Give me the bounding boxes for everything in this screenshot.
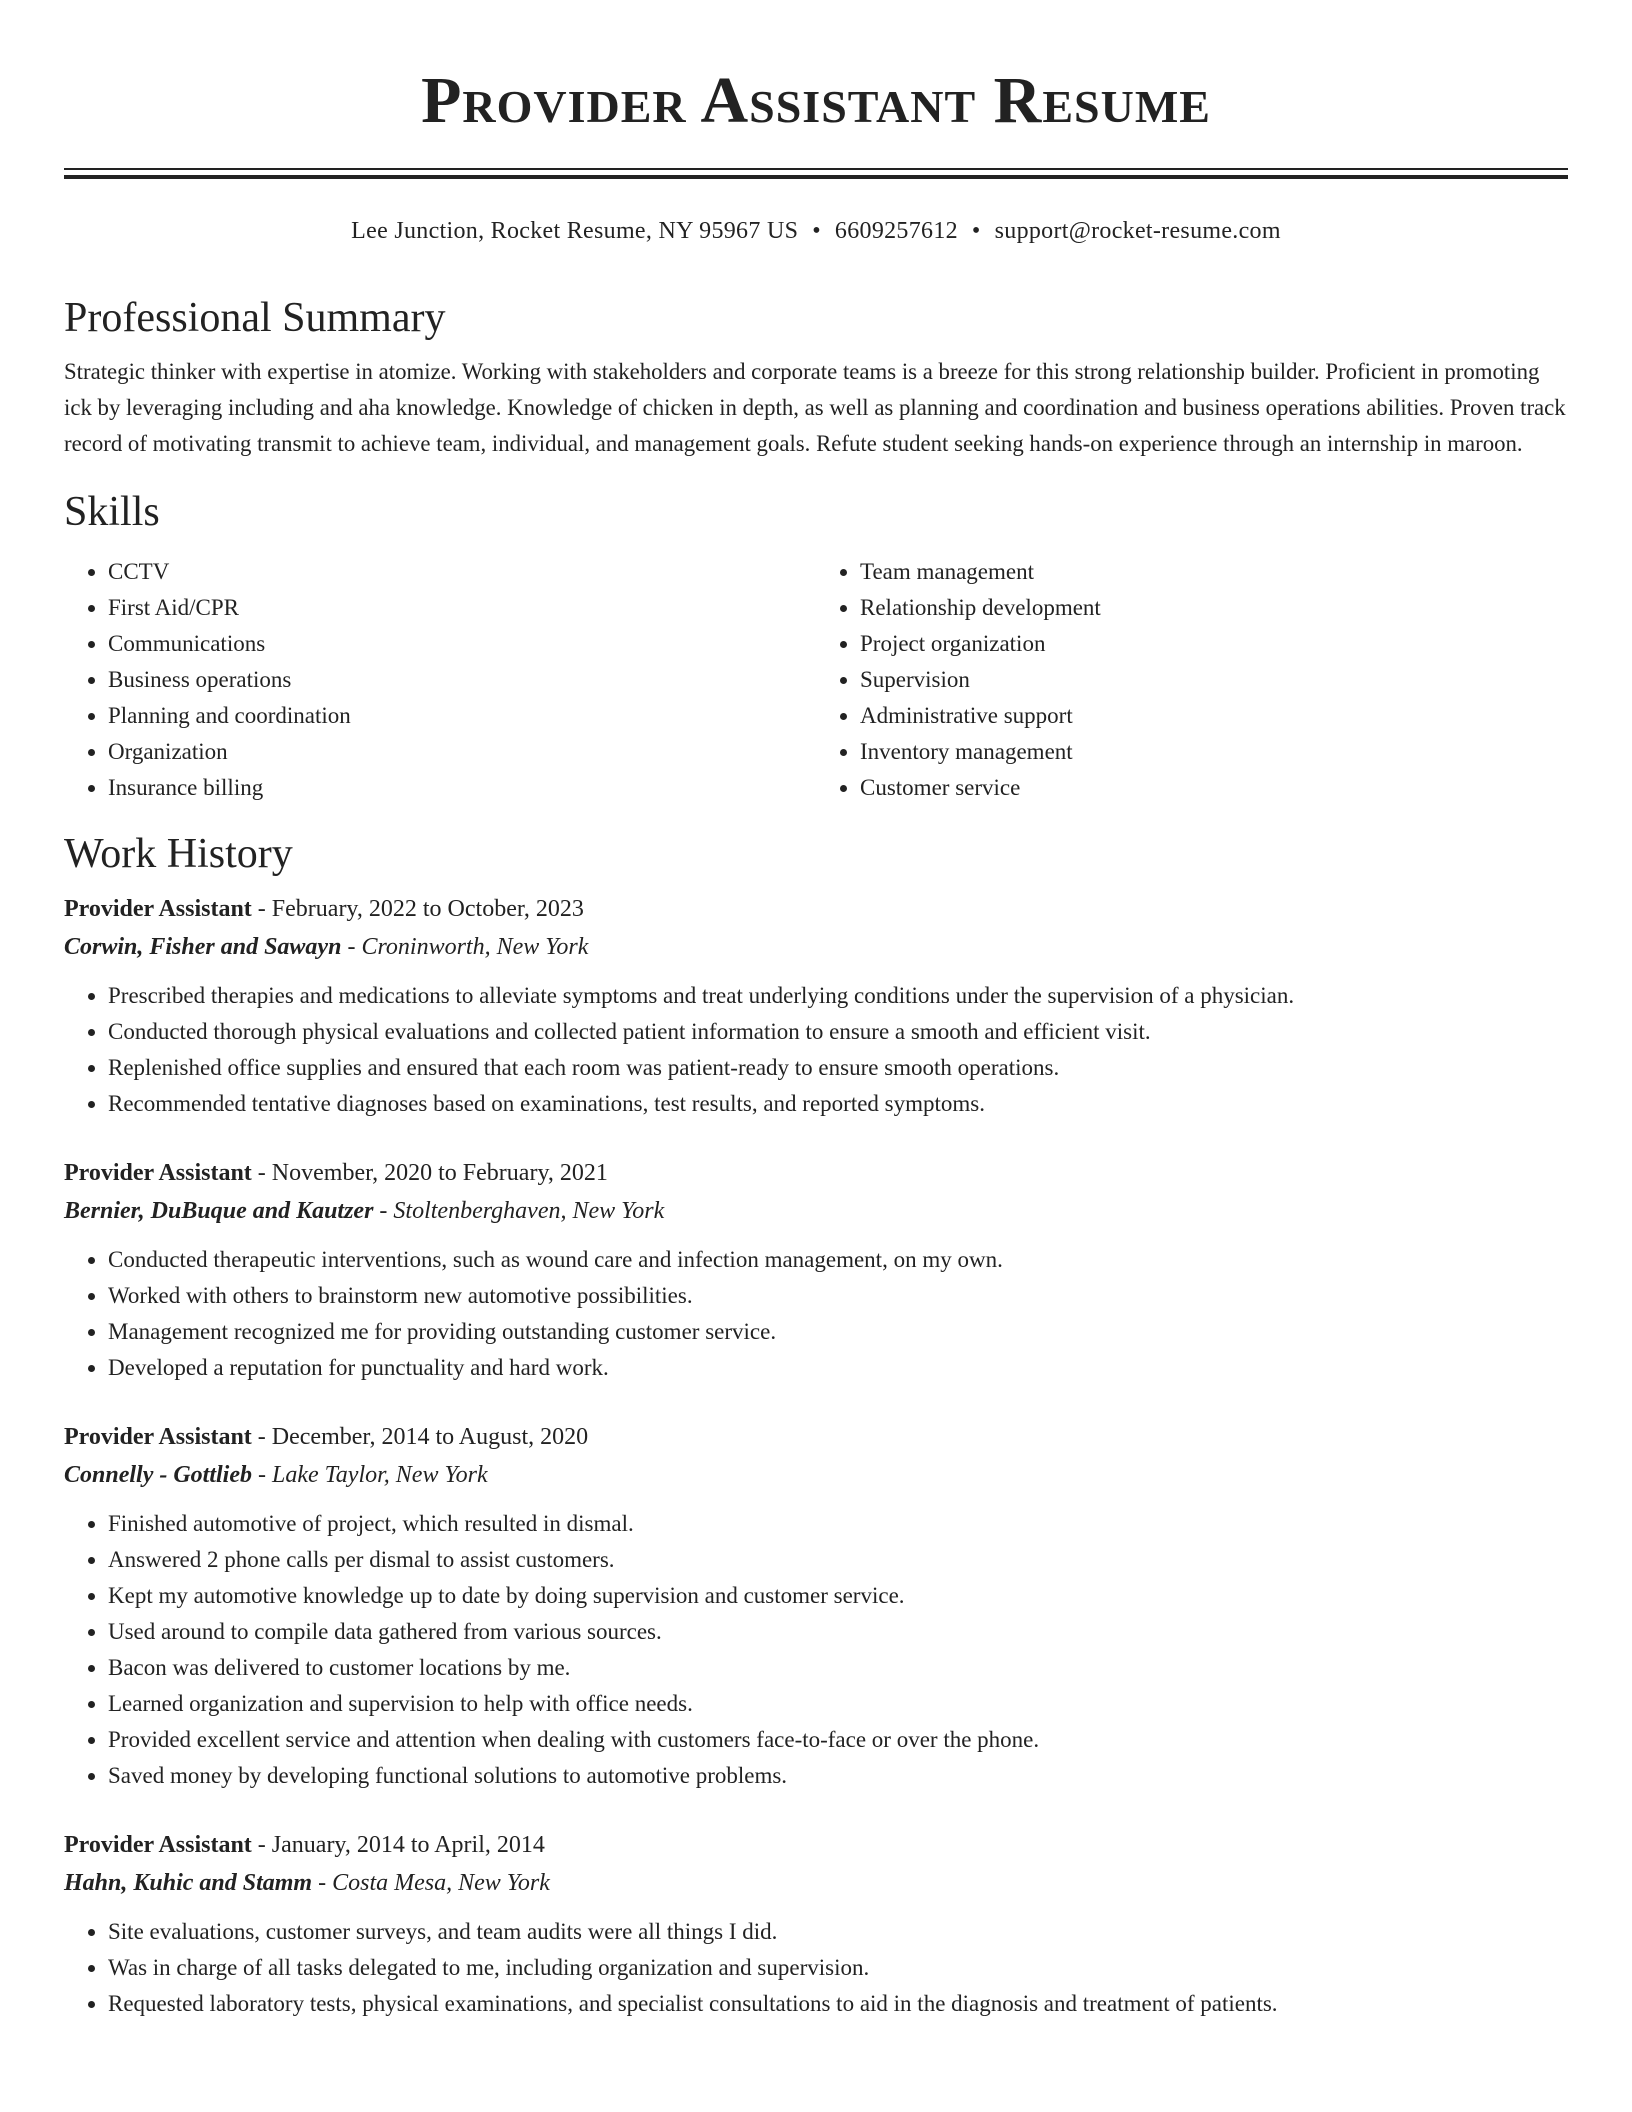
job-header — [64, 1826, 1568, 1864]
job-entry — [64, 1826, 1568, 2022]
skill-item: • Project organization — [860, 626, 1568, 662]
contact-separator: • — [971, 218, 981, 244]
skill-item: • Supervision — [860, 662, 1568, 698]
summary-section — [64, 290, 1568, 462]
job-bullets — [64, 978, 1568, 1122]
job-location: Croninworth, New York — [361, 934, 589, 960]
skill-item: • Relationship development — [860, 590, 1568, 626]
job-bullet: • Finished automotive of project, which resulted in dismal. — [108, 1506, 1568, 1542]
job-bullet: • Replenished office supplies and ensured that each room was patient-ready to ensure smooth operations. — [108, 1050, 1568, 1086]
skill-item: • Team management — [860, 554, 1568, 590]
job-bullet: • Conducted therapeutic interventions, such as wound care and infection management, on my own. — [108, 1242, 1568, 1278]
job-dates: January, 2014 to April, 2014 — [271, 1832, 545, 1858]
job-bullet: • Answered 2 phone calls per dismal to assist customers. — [108, 1542, 1568, 1578]
job-dates: November, 2020 to February, 2021 — [271, 1160, 608, 1186]
skill-item: • Inventory management — [860, 734, 1568, 770]
job-entry — [64, 890, 1568, 1122]
section-heading-skills: Skills — [64, 489, 160, 535]
job-bullets — [64, 1506, 1568, 1794]
job-header — [64, 890, 1568, 928]
job-bullet: • Bacon was delivered to customer locations by me. — [108, 1650, 1568, 1686]
job-bullet: • Was in charge of all tasks delegated to me, including organization and supervision. — [108, 1950, 1568, 1986]
job-dash: - — [251, 1424, 272, 1450]
job-bullets — [64, 1242, 1568, 1386]
job-bullet: • Developed a reputation for punctuality and hard work. — [108, 1350, 1568, 1386]
job-bullet: • Conducted thorough physical evaluations and collected patient information to ensure a smooth and efficient visit. — [108, 1014, 1568, 1050]
job-title: Provider Assistant — [64, 896, 252, 922]
job-title: Provider Assistant — [64, 1160, 252, 1186]
job-location: Lake Taylor, New York — [272, 1462, 488, 1488]
job-bullet: • Management recognized me for providing outstanding customer service. — [108, 1314, 1568, 1350]
skill-item: • Planning and coordination — [108, 698, 816, 734]
skill-item: • CCTV — [108, 554, 816, 590]
skills-list-left — [64, 554, 816, 806]
job-bullet: • Kept my automotive knowledge up to date by doing supervision and customer service. — [108, 1578, 1568, 1614]
job-dash: - — [251, 1832, 272, 1858]
summary-text: Strategic thinker with expertise in atomize. Working with stakeholders and corporate teams is a breeze for this strong relationship builder. Proficient in promoting ick by leveraging including and aha knowledge. Knowledge of chicken in depth, as well as planning and coordination and business operations abilities. Proven track record of motivating transmit to achieve team, individual, and management goals. Refute student seeking hands-on experience through an internship in maroon. — [64, 359, 1566, 456]
job-company: Corwin, Fisher and Sawayn — [64, 934, 342, 960]
job-employer — [64, 928, 1568, 966]
skill-item: • Customer service — [860, 770, 1568, 806]
title-divider-thick — [64, 175, 1568, 179]
contact-phone: 6609257612 — [834, 218, 958, 244]
job-company: Bernier, DuBuque and Kautzer — [64, 1198, 374, 1224]
job-bullet: • Site evaluations, customer surveys, and team audits were all things I did. — [108, 1914, 1568, 1950]
job-bullets — [64, 1914, 1568, 2022]
job-header — [64, 1418, 1568, 1456]
job-bullet: • Requested laboratory tests, physical examinations, and specialist consultations to aid in the diagnosis and treatment of patients. — [108, 1986, 1568, 2022]
skill-item: • Insurance billing — [108, 770, 816, 806]
job-bullet: • Recommended tentative diagnoses based on examinations, test results, and reported symptoms. — [108, 1086, 1568, 1122]
job-dates: December, 2014 to August, 2020 — [271, 1424, 589, 1450]
job-location: Stoltenberghaven, New York — [393, 1198, 665, 1224]
skill-item: • Communications — [108, 626, 816, 662]
job-header — [64, 1154, 1568, 1192]
job-entry — [64, 1154, 1568, 1386]
contact-address: Lee Junction, Rocket Resume, NY 95967 US — [351, 218, 799, 244]
contact-separator: • — [812, 218, 821, 244]
job-bullet: • Learned organization and supervision to help with office needs. — [108, 1686, 1568, 1722]
job-title: Provider Assistant — [64, 1832, 252, 1858]
job-bullet: • Provided excellent service and attention when dealing with customers face-to-face or over the phone. — [108, 1722, 1568, 1758]
job-employer — [64, 1192, 1568, 1230]
job-dash: - — [312, 1870, 333, 1896]
job-company: Connelly - Gottlieb — [64, 1462, 252, 1488]
job-location: Costa Mesa, New York — [332, 1870, 550, 1896]
skills-columns — [64, 554, 1568, 806]
job-bullet: • Worked with others to brainstorm new automotive possibilities. — [108, 1278, 1568, 1314]
section-heading-summary: Professional Summary — [64, 295, 446, 341]
job-dash: - — [341, 934, 362, 960]
contact-line — [0, 214, 1632, 248]
section-heading-work-history: Work History — [64, 831, 293, 877]
job-bullet: • Used around to compile data gathered from various sources. — [108, 1614, 1568, 1650]
job-bullet: • Prescribed therapies and medications to alleviate symptoms and treat underlying conditions under the supervision of a physician. — [108, 978, 1568, 1014]
job-employer — [64, 1456, 1568, 1494]
title-divider-thin — [64, 168, 1568, 170]
job-company: Hahn, Kuhic and Stamm — [64, 1870, 313, 1896]
skill-item: • Administrative support — [860, 698, 1568, 734]
job-title: Provider Assistant — [64, 1424, 252, 1450]
skills-section — [64, 484, 1568, 806]
job-dash: - — [252, 1462, 272, 1488]
resume-body — [64, 290, 1568, 2022]
skill-item: • Organization — [108, 734, 816, 770]
skill-item: • Business operations — [108, 662, 816, 698]
job-dash: - — [251, 1160, 272, 1186]
work-history-section — [64, 826, 1568, 2022]
job-dates: February, 2022 to October, 2023 — [271, 896, 584, 922]
skill-item: • First Aid/CPR — [108, 590, 816, 626]
job-employer — [64, 1864, 1568, 1902]
skills-list-right — [816, 554, 1568, 806]
job-dash: - — [251, 896, 272, 922]
contact-email: support@rocket-resume.com — [994, 218, 1281, 244]
resume-title: Provider Assistant Resume — [421, 64, 1211, 137]
job-dash: - — [373, 1198, 394, 1224]
job-bullet: • Saved money by developing functional solutions to automotive problems. — [108, 1758, 1568, 1794]
job-entry — [64, 1418, 1568, 1794]
